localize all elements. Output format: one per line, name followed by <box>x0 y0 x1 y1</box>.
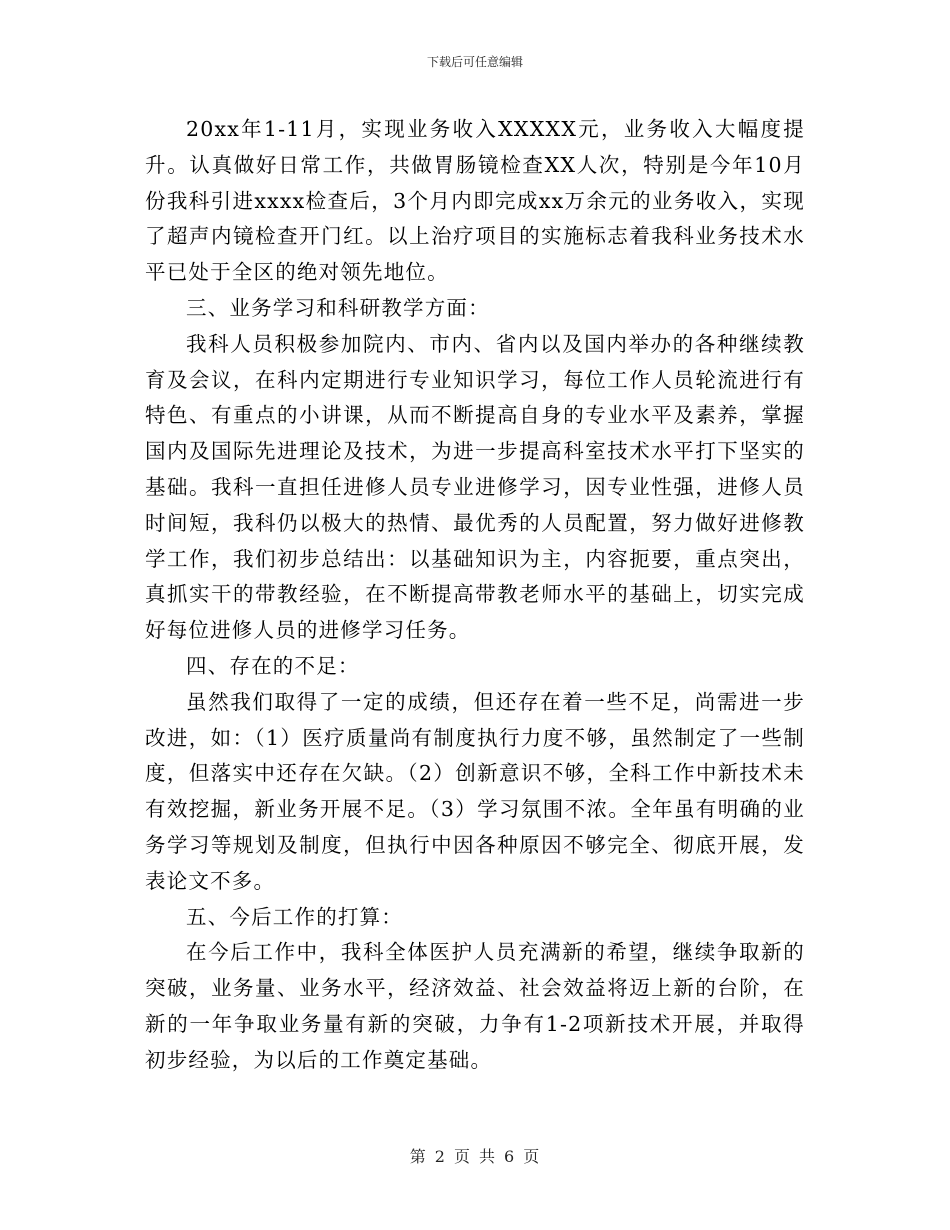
document-body <box>145 112 805 1079</box>
page-header: 下载后可任意编辑 <box>426 55 523 69</box>
footer-label-total: 共 <box>479 1147 497 1166</box>
footer-label-suffix: 页 <box>523 1147 541 1166</box>
paragraph-future-plans: 在今后工作中，我科全体医护人员充满新的希望，继续争取新的突破，业务量、业务水平，经济效益、社会效益将迈上新的台阶，在新的一年争取业务量有新的突破，力争有1-2项新技术开展，并取得初步经验，为以后的工作奠定基础。 <box>145 940 805 1072</box>
footer-page-number: 2 <box>434 1147 446 1166</box>
page-footer <box>0 1146 950 1168</box>
paragraph-shortcomings: 虽然我们取得了一定的成绩，但还存在着一些不足，尚需进一步改进，如：（1）医疗质量尚有制度执行力度不够，虽然制定了一些制度，但落实中还存在欠缺。（2）创新意识不够，全科工作中新技术未有效挖掘，新业务开展不足。（3）学习氛围不浓。全年虽有明确的业务学习等规划及制度，但执行中因各种原因不够完全、彻底开展，发表论文不多。 <box>145 689 805 893</box>
paragraph-study-research: 我科人员积极参加院内、市内、省内以及国内举办的各种继续教育及会议，在科内定期进行专业知识学习，每位工作人员轮流进行有特色、有重点的小讲课，从而不断提高自身的专业水平及素养，掌握国内及国际先进理论及技术，为进一步提高科室技术水平打下坚实的基础。我科一直担任进修人员专业进修学习，因专业性强，进修人员时间短，我科仍以极大的热情、最优秀的人员配置，努力做好进修教学工作，我们初步总结出：以基础知识为主，内容扼要，重点突出，真抓实干的带教经验，在不断提高带教老师水平的基础上，切实完成好每位进修人员的进修学习任务。 <box>145 331 805 643</box>
paragraph-business-income: 20xx年1-11月，实现业务收入XXXXX元，业务收入大幅度提升。认真做好日常工作，共做胃肠镜检查XX人次，特别是今年10月份我科引进xxxx检查后，3个月内即完成xx万余元的业务收入，实现了超声内镜检查开门红。以上治疗项目的实施标志着我科业务技术水平已处于全区的绝对领先地位。 <box>145 117 805 285</box>
footer-total-pages: 6 <box>504 1147 516 1166</box>
footer-label-page: 页 <box>453 1147 471 1166</box>
section-heading-shortcomings: 四、存在的不足： <box>186 653 360 678</box>
section-heading-study-research: 三、业务学习和科研教学方面： <box>186 295 490 320</box>
footer-label-prefix: 第 <box>409 1147 427 1166</box>
section-heading-future-plans: 五、今后工作的打算： <box>186 904 403 929</box>
